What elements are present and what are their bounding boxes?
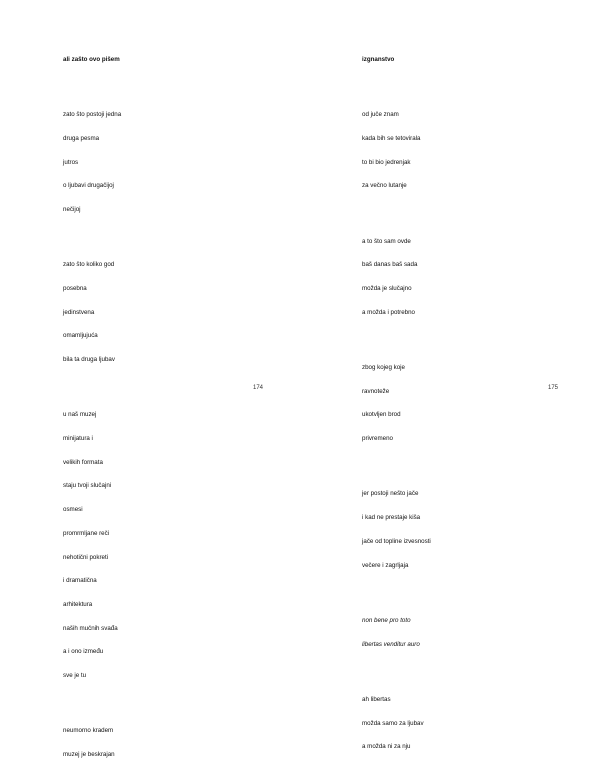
poem-line: neumorno kradem: [63, 727, 114, 735]
poem-line: možda je slučajno: [362, 284, 412, 292]
poem-line: a i ono između: [63, 648, 104, 656]
poem-line: staju tvoji slučajni: [63, 482, 112, 490]
poem-line: naših mučnih svađa: [63, 624, 118, 632]
poem-line: o ljubavi drugačijoj: [63, 182, 114, 190]
poem-line: a možda i potrebno: [362, 308, 415, 316]
poem-line: jedinstvena: [63, 308, 95, 316]
poem-line: privremeno: [362, 435, 393, 443]
poem-line: minijatura i: [63, 435, 93, 443]
poem-line: jače od topline izvesnosti: [362, 537, 431, 545]
poem-line: baš danas baš sada: [362, 261, 418, 269]
right-page: [300, 0, 600, 751]
poem-left: [63, 40, 121, 775]
poem-line: promrmljane reči: [63, 529, 110, 537]
poem-line: zato što postoji jedna: [63, 111, 122, 119]
poem-line: ravnoteže: [362, 387, 390, 395]
poem-line: posebna: [63, 284, 87, 292]
poem-line: možda samo za ljubav: [362, 719, 424, 727]
poem-line: nehotični pokreti: [63, 553, 109, 561]
poem-line: bila ta druga ljubav: [63, 356, 115, 364]
poem-line: osmesi: [63, 506, 83, 514]
latin-line: libertas venditur auro: [362, 640, 420, 648]
poem-line: ah libertas: [362, 695, 391, 703]
poem-line: ukotvljen brod: [362, 411, 401, 419]
poem-line: muzej je beskrajan: [63, 751, 115, 759]
poem-line: za večno lutanje: [362, 182, 407, 190]
poem-title: ali zašto ovo pišem: [63, 55, 120, 63]
poem-line: nečijoj: [63, 205, 81, 213]
poem-line: od juče znam: [362, 111, 399, 119]
poem-line: to bi bio jedrenjak: [362, 158, 411, 166]
poem-line: večere i zagrljaja: [362, 561, 409, 569]
poem-line: a možda ni za nju: [362, 743, 411, 751]
poem-line: u naš muzej: [63, 411, 97, 419]
left-page: [0, 0, 300, 759]
page-number: 174: [253, 385, 264, 391]
poem-line: a to što sam ovde: [362, 237, 411, 245]
poem-line: zbog kojeg koje: [362, 363, 405, 371]
poem-line: arhitektura: [63, 601, 93, 608]
poem-line: omamljujuća: [63, 332, 98, 340]
poem-line: sve je tu: [63, 672, 87, 680]
poem-line: jutros: [63, 158, 79, 166]
poem-line: jer postoji nešto jače: [362, 490, 419, 498]
latin-line: non bene pro toto: [362, 616, 411, 624]
poem-line: velikih formata: [63, 458, 103, 466]
page-number: 175: [548, 385, 559, 391]
poem-title: izgnanstvo: [362, 55, 395, 63]
poem-line: druga pesma: [63, 134, 100, 142]
poem-right: [362, 40, 431, 767]
poem-line: i kad ne prestaje kiša: [362, 514, 421, 522]
poem-line: i dramatična: [63, 577, 97, 585]
poem-line: kada bih se tetovirala: [362, 134, 421, 142]
poem-line: zato što koliko god: [63, 261, 115, 269]
